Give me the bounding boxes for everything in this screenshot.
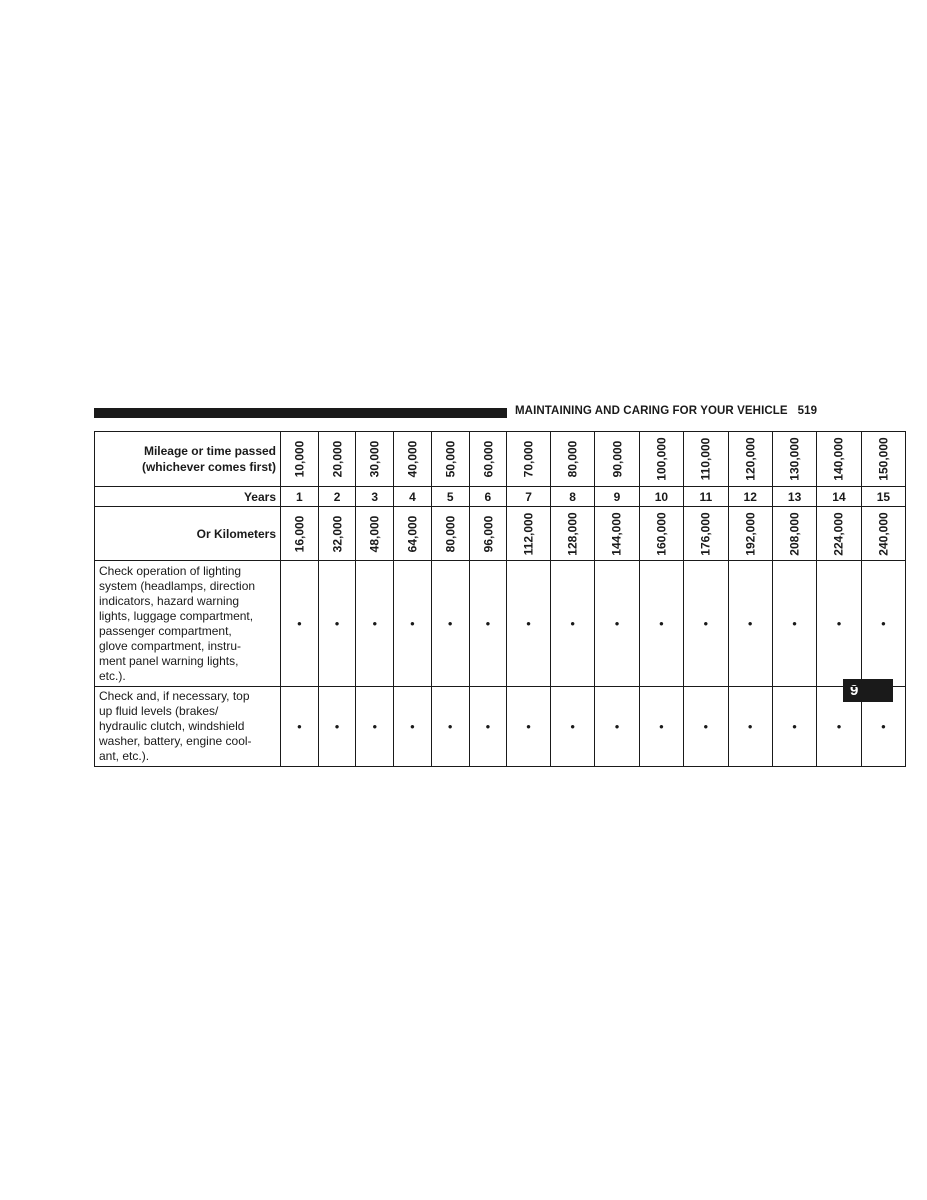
years-value: 10 [639, 487, 683, 507]
mileage-cell [772, 432, 816, 487]
task-description-line: ment panel warning lights, [99, 653, 239, 668]
task-description-line: system (headlamps, direction [99, 578, 256, 593]
kilometers-value: 48,000 [367, 515, 382, 552]
service-mark: • [507, 687, 551, 767]
kilometers-value: 208,000 [787, 511, 802, 556]
mileage-label-line1: Mileage or time passed [143, 444, 276, 458]
mileage-cell [684, 432, 728, 487]
kilometers-value: 240,000 [876, 511, 891, 556]
kilometers-cell [861, 507, 905, 561]
kilometers-row [95, 507, 906, 561]
mileage-cell [356, 432, 394, 487]
mileage-cell [318, 432, 356, 487]
kilometers-cell [684, 507, 728, 561]
years-value: 8 [550, 487, 594, 507]
service-mark: • [639, 687, 683, 767]
kilometers-value: 112,000 [521, 512, 536, 555]
service-mark: • [550, 687, 594, 767]
service-mark: • [595, 687, 639, 767]
header-rule [94, 408, 507, 418]
years-value: 6 [469, 487, 507, 507]
years-value: 12 [728, 487, 772, 507]
mileage-cell [394, 432, 432, 487]
kilometers-value: 80,000 [443, 515, 458, 552]
kilometers-value: 192,000 [743, 511, 758, 556]
mileage-value: 40,000 [405, 440, 420, 478]
years-label: Years [95, 487, 281, 507]
service-mark: • [507, 561, 551, 687]
task-row [95, 561, 906, 687]
mileage-cell [550, 432, 594, 487]
mileage-value: 150,000 [876, 437, 891, 481]
mileage-value: 140,000 [831, 437, 846, 481]
service-mark: • [684, 687, 728, 767]
kilometers-cell [394, 507, 432, 561]
service-mark: • [595, 561, 639, 687]
kilometers-cell [772, 507, 816, 561]
task-row [95, 687, 906, 767]
service-mark: • [550, 561, 594, 687]
service-mark: • [772, 687, 816, 767]
task-description-line: up fluid levels (brakes/ [99, 704, 219, 718]
years-value: 2 [318, 487, 356, 507]
task-description-line: glove compartment, instru- [99, 638, 242, 653]
years-value: 7 [507, 487, 551, 507]
years-value: 3 [356, 487, 394, 507]
service-mark: • [728, 561, 772, 687]
chapter-title: MAINTAINING AND CARING FOR YOUR VEHICLE [515, 405, 788, 417]
service-mark: • [861, 561, 905, 687]
kilometers-value: 16,000 [292, 515, 307, 552]
years-value: 5 [431, 487, 469, 507]
years-value: 11 [684, 487, 728, 507]
kilometers-value: 176,000 [698, 511, 713, 556]
mileage-value: 80,000 [565, 440, 580, 478]
service-mark: • [356, 687, 394, 767]
kilometers-cell [595, 507, 639, 561]
task-description-line: lights, luggage compartment, [99, 608, 254, 623]
kilometers-cell [728, 507, 772, 561]
service-mark: • [639, 561, 683, 687]
service-mark: • [356, 561, 394, 687]
mileage-cell [595, 432, 639, 487]
mileage-value: 10,000 [292, 440, 307, 478]
mileage-value: 30,000 [367, 440, 382, 478]
kilometers-cell [817, 507, 861, 561]
service-mark: • [772, 561, 816, 687]
service-mark: • [817, 561, 861, 687]
mileage-label [95, 432, 281, 487]
mileage-cell [728, 432, 772, 487]
kilometers-cell [281, 507, 319, 561]
mileage-cell [431, 432, 469, 487]
task-description [95, 561, 281, 687]
service-mark: • [318, 687, 356, 767]
service-mark: • [431, 687, 469, 767]
task-description-line: etc.). [99, 668, 126, 683]
mileage-cell [861, 432, 905, 487]
kilometers-cell [639, 507, 683, 561]
years-value: 13 [772, 487, 816, 507]
service-mark: • [861, 687, 905, 767]
kilometers-cell [469, 507, 507, 561]
page-number: 519 [797, 405, 818, 417]
mileage-value: 110,000 [698, 437, 713, 481]
mileage-cell [507, 432, 551, 487]
service-mark: • [817, 687, 861, 767]
mileage-value: 70,000 [521, 440, 536, 478]
mileage-label-line2: (whichever comes first) [141, 460, 276, 474]
mileage-value: 20,000 [330, 440, 345, 478]
task-description-line: Check and, if necessary, top [99, 689, 250, 703]
years-value: 4 [394, 487, 432, 507]
mileage-cell [469, 432, 507, 487]
kilometers-value: 224,000 [831, 511, 846, 556]
years-row [95, 487, 906, 507]
task-description [95, 687, 281, 767]
kilometers-cell [507, 507, 551, 561]
service-mark: • [728, 687, 772, 767]
mileage-cell [281, 432, 319, 487]
service-mark: • [431, 561, 469, 687]
service-mark: • [394, 687, 432, 767]
kilometers-value: 144,000 [610, 511, 625, 556]
kilometers-value: 128,000 [565, 511, 580, 556]
kilometers-cell [356, 507, 394, 561]
task-description-line: indicators, hazard warning [99, 593, 240, 608]
mileage-row [95, 432, 906, 487]
kilometers-cell [550, 507, 594, 561]
service-mark: • [318, 561, 356, 687]
service-mark: • [469, 561, 507, 687]
kilometers-value: 64,000 [405, 515, 420, 552]
years-value: 9 [595, 487, 639, 507]
years-value: 14 [817, 487, 861, 507]
task-description-line: passenger compartment, [99, 623, 232, 638]
service-mark: • [469, 687, 507, 767]
mileage-value: 90,000 [610, 440, 625, 478]
mileage-cell [639, 432, 683, 487]
service-mark: • [281, 687, 319, 767]
running-header [515, 405, 817, 417]
kilometers-label: Or Kilometers [95, 507, 281, 561]
task-description-line: ant, etc.). [99, 749, 150, 763]
mileage-value: 130,000 [787, 437, 802, 481]
task-description-line: Check operation of lighting [99, 563, 242, 578]
maintenance-schedule-table [94, 431, 906, 767]
kilometers-cell [318, 507, 356, 561]
mileage-cell [817, 432, 861, 487]
years-value: 15 [861, 487, 905, 507]
mileage-value: 50,000 [443, 440, 458, 478]
mileage-value: 120,000 [743, 437, 758, 481]
mileage-value: 100,000 [654, 437, 669, 481]
kilometers-value: 96,000 [480, 515, 495, 552]
kilometers-cell [431, 507, 469, 561]
service-mark: • [281, 561, 319, 687]
section-tab: 9 [843, 679, 893, 702]
years-value: 1 [281, 487, 319, 507]
service-mark: • [394, 561, 432, 687]
task-description-line: washer, battery, engine cool- [99, 734, 252, 748]
mileage-value: 60,000 [480, 440, 495, 478]
kilometers-value: 160,000 [654, 511, 669, 556]
service-mark: • [684, 561, 728, 687]
task-description-line: hydraulic clutch, windshield [99, 719, 245, 733]
kilometers-value: 32,000 [330, 515, 345, 552]
